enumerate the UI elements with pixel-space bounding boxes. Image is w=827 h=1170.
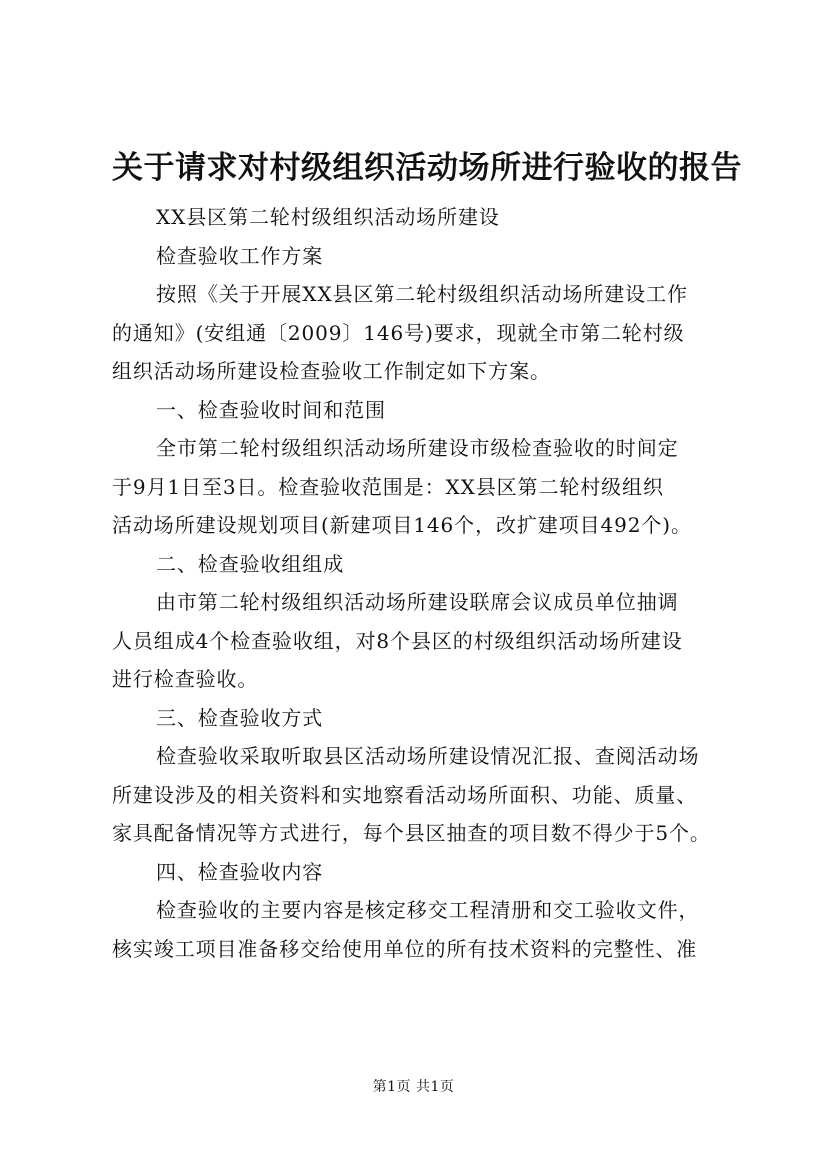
body-line: 进行检查验收。 — [112, 667, 259, 691]
section-heading: 三、检查验收方式 — [156, 705, 324, 730]
body-line: 所建设涉及的相关资料和实地察看活动场所面积、功能、质量、 — [112, 782, 698, 807]
body-line: 按照《关于开展XX县区第二轮村级组织活动场所建设工作 — [156, 282, 688, 306]
section-heading: 四、检查验收内容 — [156, 859, 324, 884]
document-body — [112, 198, 740, 968]
body-line: 活动场所建设规划项目(新建项目146个，改扩建项目492个)。 — [112, 513, 692, 537]
body-line: 家具配备情况等方式进行，每个县区抽查的项目数不得少于5个。 — [112, 821, 711, 845]
body-line: 核实竣工项目准备移交给使用单位的所有技术资料的完整性、准 — [112, 936, 698, 961]
body-line: 由市第二轮村级组织活动场所建设联席会议成员单位抽调 — [156, 590, 679, 614]
body-line: 检查验收工作方案 — [156, 243, 324, 268]
body-line: XX县区第二轮村级组织活动场所建设 — [156, 205, 500, 229]
body-line: 全市第二轮村级组织活动场所建设市级检查验收的时间定 — [156, 436, 679, 460]
body-line: 组织活动场所建设检查验收工作制定如下方案。 — [112, 359, 551, 383]
body-line: 检查验收采取听取县区活动场所建设情况汇报、查阅活动场 — [156, 744, 700, 768]
section-heading: 一、检查验收时间和范围 — [156, 397, 386, 422]
page-footer: 第1页 共1页 — [372, 1079, 455, 1095]
body-line: 的通知》(安组通〔2009〕146号)要求，现就全市第二轮村级 — [112, 320, 685, 345]
body-line: 检查验收的主要内容是核定移交工程清册和交工验收文件， — [156, 898, 700, 922]
section-heading: 二、检查验收组组成 — [156, 551, 345, 576]
body-line: 人员组成4个检查验收组，对8个县区的村级组织活动场所建设 — [112, 628, 683, 653]
document-title: 关于请求对村级组织活动场所进行验收的报告 — [112, 150, 742, 186]
body-line: 于9月1日至3日。检查验收范围是：XX县区第二轮村级组织 — [112, 474, 664, 499]
